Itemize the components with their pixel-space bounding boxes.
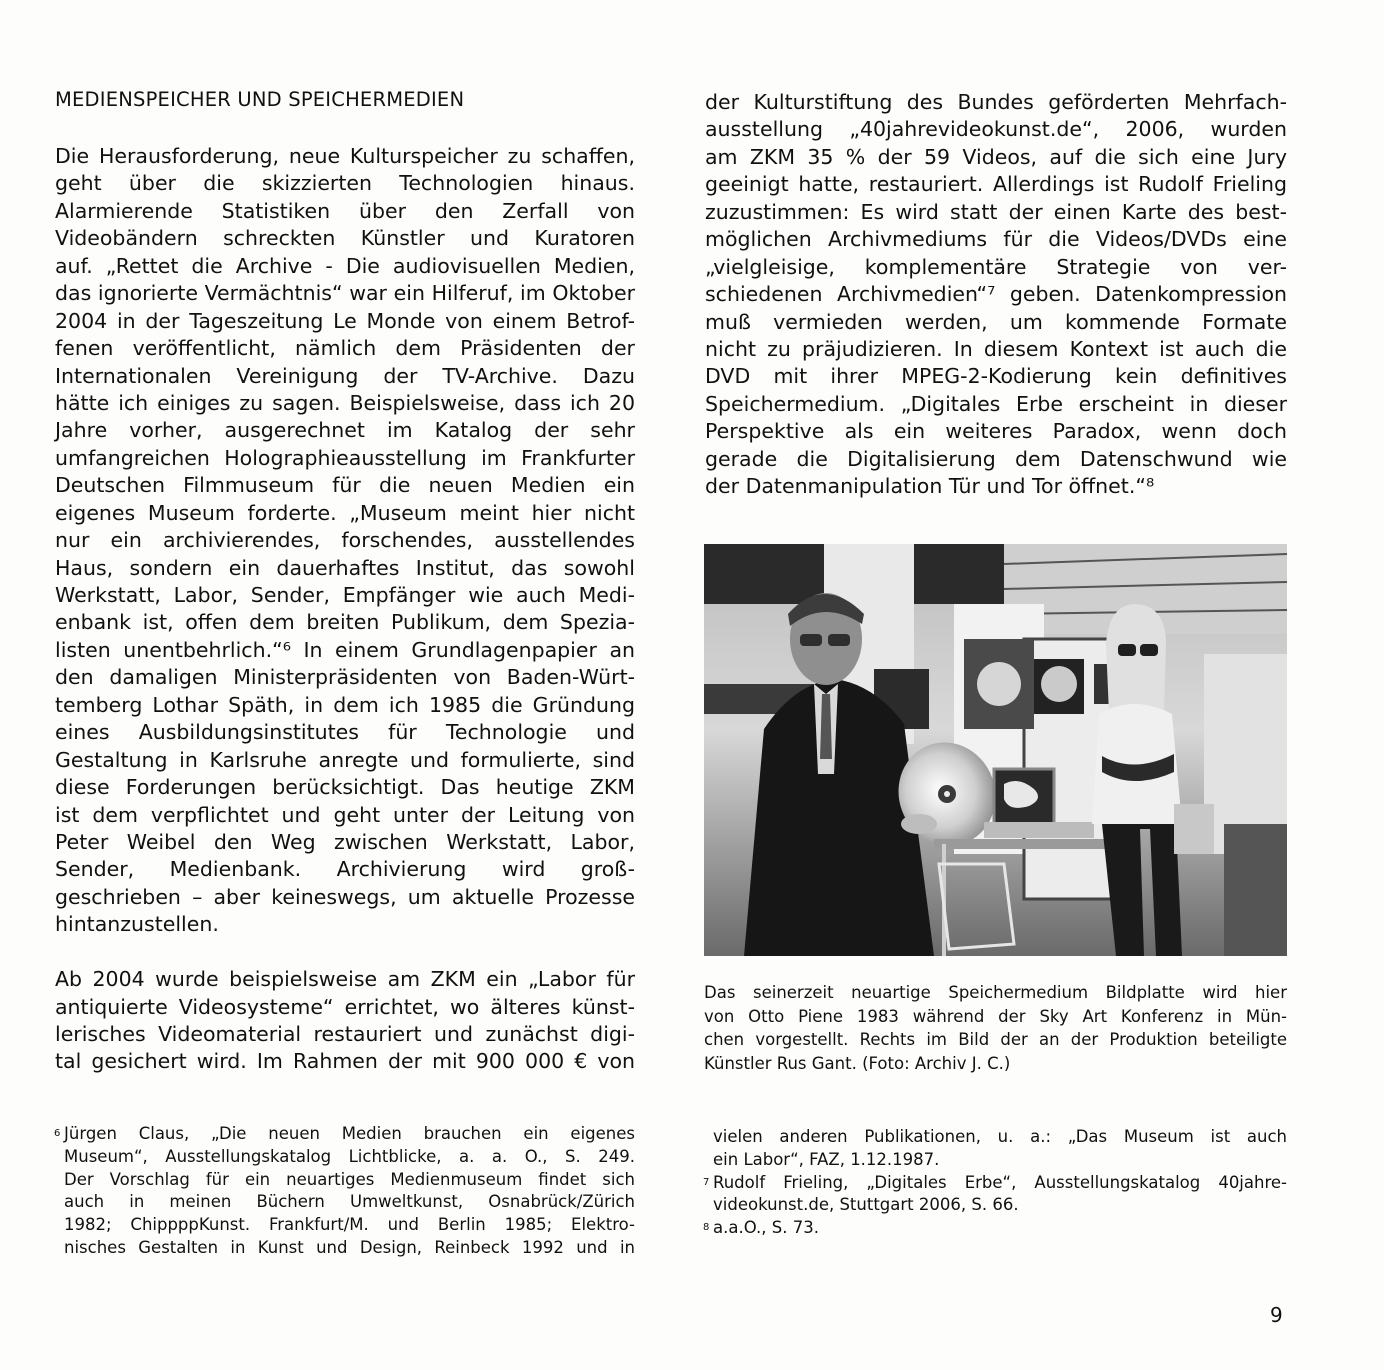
text-line: nicht zu präjudizieren. In diesem Kontext ist auch die [705,336,1287,361]
footnote-line: videokunst.de, Stuttgart 2006, S. 66. [713,1195,1019,1215]
footnote-line: Museum“, Ausstellungskatalog Lichtblicke, a. a. O., S. 249. [64,1146,635,1166]
text-line: „vielgleisige, komplementäre Strategie von ver- [705,254,1287,279]
footnote-line: a.a.O., S. 73. [713,1218,819,1238]
section-heading: MEDIENSPEICHER UND SPEICHERMEDIEN [55,88,465,111]
footnote-line: Rudolf Frieling, „Digitales Erbe“, Ausstellungskatalog 40jahre- [713,1172,1287,1192]
text-line: Videobändern schreckten Künstler und Kuratoren [55,226,635,251]
footnotes-right [703,1126,1287,1240]
text-line: diese Forderungen berücksichtigt. Das heutige ZKM [55,775,635,800]
text-line: Speichermedium. „Digitales Erbe erscheint in dieser [705,391,1287,416]
text-line: Die Herausforderung, neue Kulturspeicher zu schaffen, [55,144,635,168]
caption-line: Das seinerzeit neuartige Speichermedium Bildplatte wird hier [704,983,1287,1002]
text-line: muß vermieden werden, um kommende Formate [705,309,1287,334]
footnote-number: 7 [703,1176,710,1188]
text-line: fenen veröffentlicht, nämlich dem Präsidenten der [55,336,635,361]
text-line: geht über die skizzierten Technologien hinaus. [55,171,635,196]
text-line: Gestaltung in Karlsruhe anregte und formulierte, sind [55,747,635,772]
text-line: hätte ich einiges zu sagen. Beispielsweise, dass ich 20 [55,390,635,415]
photo-bildplatte [704,544,1287,956]
footnote-line: auch in meinen Büchern Umweltkunst, Osnabrück/Zürich [64,1192,635,1212]
photo-caption [704,981,1287,1076]
footnote-number: 6 [54,1128,61,1139]
text-line: umfangreichen Holographieausstellung im Frankfurter [55,445,635,470]
text-line: schiedenen Archivmedien“⁷ geben. Datenkompression [705,282,1287,307]
footnote-line: Der Vorschlag für ein neuartiges Medienmuseum findet sich [64,1169,635,1189]
text-line: Haus, sondern ein dauerhaftes Institut, das sowohl [55,555,635,580]
text-line: der Kulturstiftung des Bundes geförderten Mehrfach- [705,90,1287,114]
text-line: ausstellung „40jahrevideokunst.de“, 2006, wurden [705,117,1287,142]
text-line: geschrieben – aber keineswegs, um aktuelle Prozesse [55,884,635,909]
text-line: lerisches Videomaterial restauriert und zunächst digi- [55,1022,635,1046]
text-line: Perspektive als ein weiteres Paradox, wenn doch [705,419,1287,444]
left-column [55,143,635,1076]
text-line: DVD mit ihrer MPEG-2-Kodierung kein definitives [705,364,1287,389]
text-line: listen unentbehrlich.“⁶ In einem Grundlagenpapier an [55,637,635,662]
footnote-line: Jürgen Claus, „Die neuen Medien brauchen ein eigenes [64,1124,635,1143]
text-line: am ZKM 35 % der 59 Videos, auf die sich eine Jury [705,144,1287,169]
text-line: gerade die Digitalisierung dem Datenschwund wie [705,446,1287,471]
text-line: ist dem verpflichtet und geht unter der Leitung von [55,802,635,827]
caption-line: chen vorgestellt. Rechts im Bild der an der Produktion beteiligte [704,1030,1287,1050]
text-line: zuzustimmen: Es wird statt der einen Karte des best- [705,199,1287,224]
photo-illustration [704,544,1287,956]
footnote-8 [703,1217,1287,1240]
text-line: möglichen Archivmediums für die Videos/DVDs eine [705,227,1287,252]
footnote-line: nisches Gestalten in Kunst und Design, Reinbeck 1992 und in [64,1237,635,1257]
text-line: nur ein archivierendes, forschendes, ausstellendes [55,528,635,553]
footnote-number: 8 [703,1222,710,1234]
text-line: Sender, Medienbank. Archivierung wird groß- [55,857,635,882]
text-line: Ab 2004 wurde beispielsweise am ZKM ein „Labor für [55,967,635,992]
text-line: Peter Weibel den Weg zwischen Werkstatt, Labor, [55,829,635,854]
text-line: Alarmierende Statistiken über den Zerfall von [55,198,635,223]
caption-line: von Otto Piene 1983 während der Sky Art Konferenz in Mün- [704,1006,1287,1026]
text-line: 2004 in der Tageszeitung Le Monde von einem Betrof- [55,308,635,333]
text-line: antiquierte Videosysteme“ errichtet, wo älteres künst- [55,994,635,1019]
text-line: den damaligen Ministerpräsidenten von Baden-Würt- [55,665,635,690]
text-line: Jahre vorher, ausgerechnet im Katalog der sehr [55,418,635,443]
text-line: enbank ist, offen dem breiten Publikum, dem Spezia- [55,610,635,635]
text-line: eines Ausbildungsinstitutes für Technologie und [55,720,635,745]
caption-line: Künstler Rus Gant. (Foto: Archiv J. C.) [704,1054,1011,1074]
text-line: eigenes Museum forderte. „Museum meint hier nicht [55,500,635,525]
text-line: temberg Lothar Späth, in dem ich 1985 die Gründung [55,692,635,717]
text-line: das ignorierte Vermächtnis“ war ein Hilferuf, im Oktober [55,281,635,306]
footnote-7 [703,1172,1287,1195]
text-line: auf. „Rettet die Archive - Die audiovisuellen Medien, [55,253,635,278]
text-line: geeinigt hatte, restauriert. Allerdings ist Rudolf Frieling [705,172,1287,197]
footnote-6 [54,1123,635,1260]
text-line: Deutschen Filmmuseum für die neuen Medien ein [55,473,635,498]
page-number: 9 [1270,1303,1283,1327]
text-line: Werkstatt, Labor, Sender, Empfänger wie auch Medi- [55,583,635,607]
text-line: Internationalen Vereinigung der TV-Archive. Dazu [55,363,635,388]
text-line: tal gesichert wird. Im Rahmen der mit 900 000 € von [55,1049,635,1074]
footnote-line: vielen anderen Publikationen, u. a.: „Das Museum ist auch [713,1127,1287,1146]
footnote-line: 1982; ChippppKunst. Frankfurt/M. und Berlin 1985; Elektro- [64,1215,635,1235]
footnote-line: ein Labor“, FAZ, 1.12.1987. [713,1149,940,1169]
right-column [705,89,1287,501]
text-line: der Datenmanipulation Tür und Tor öffnet.“⁸ [705,474,1155,499]
text-line: hintanzustellen. [55,912,219,937]
